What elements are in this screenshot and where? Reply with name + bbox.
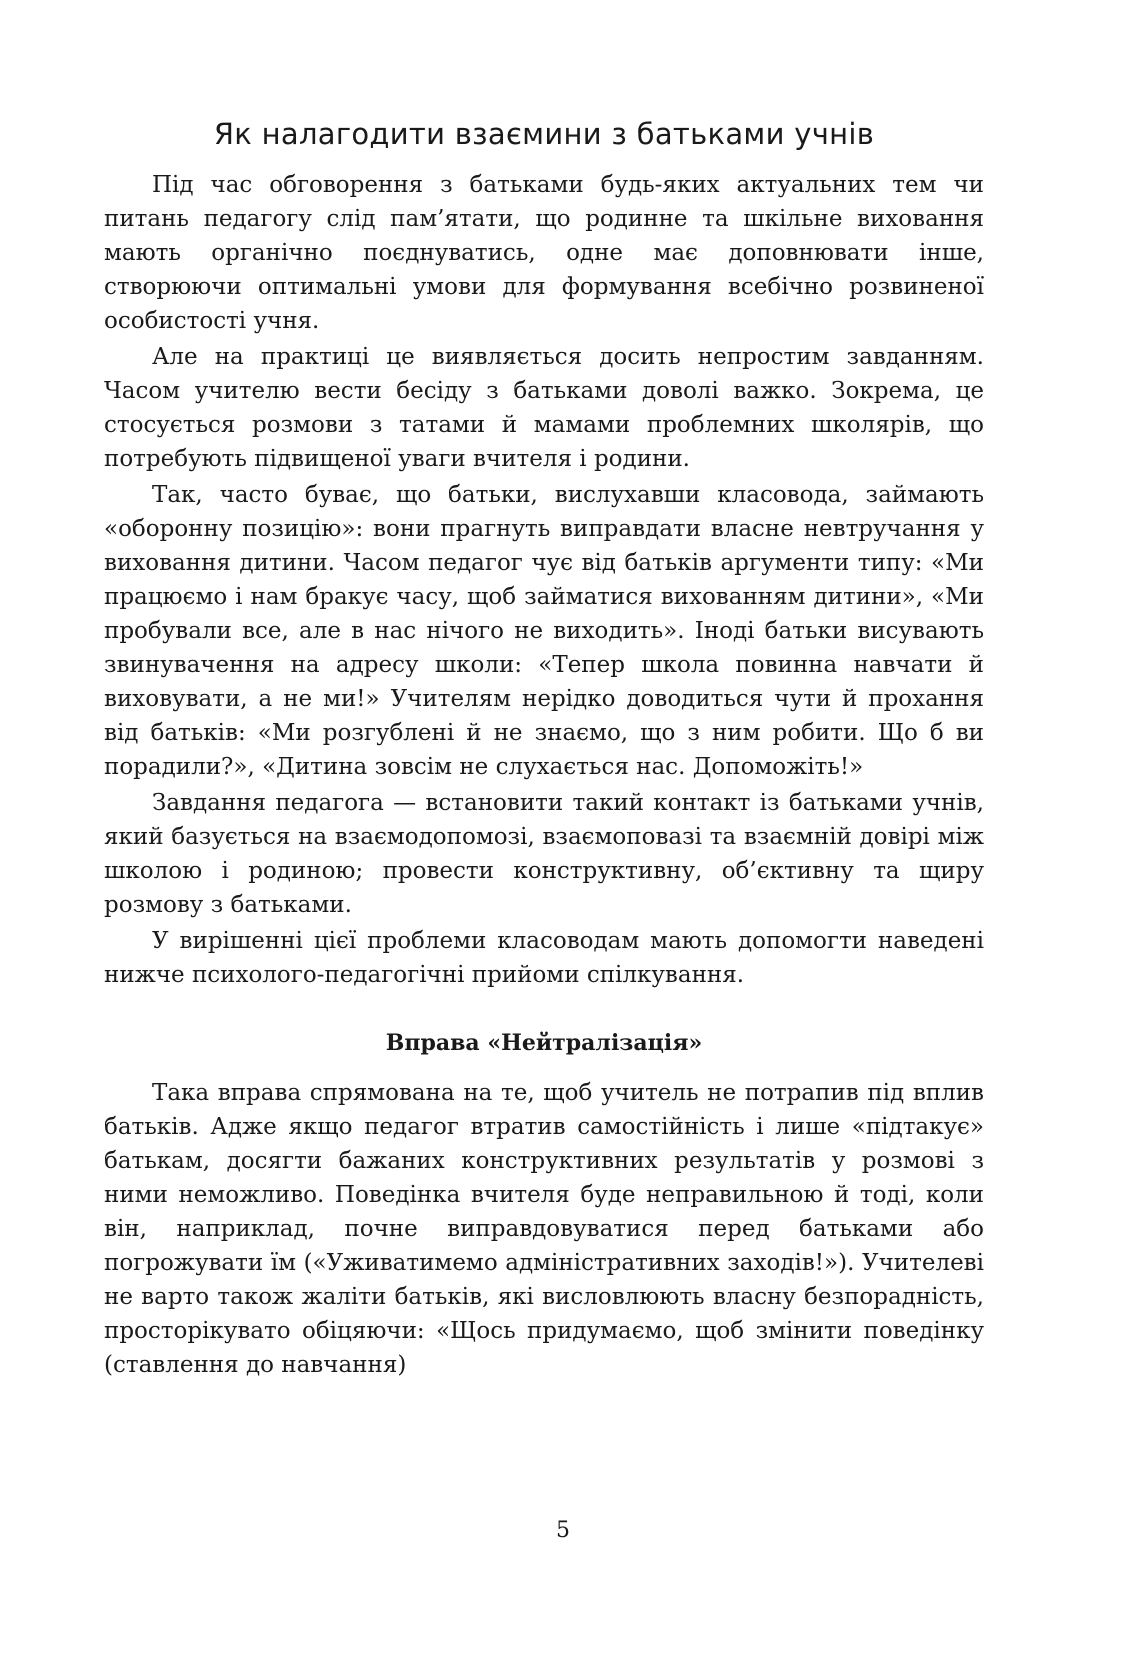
paragraph-techniques: У вирішенні цієї проблеми класоводам мають допомогти наведені нижче психолого-педагогічні прийоми спілкування. xyxy=(104,928,984,988)
paragraph-practice: Але на практиці це виявляється досить непростим завданням. Часом учителю вести бесіду з батьками доволі важко. Зокрема, це стосується розмови з татами й мамами проблемних школярів, що потребують підвищеної уваги вчителя і родини. xyxy=(104,344,984,472)
paragraph-parents-position: Так, часто буває, що батьки, вислухавши класовода, займають «оборонну позицію»: вони прагнуть виправдати власне невтручання у виховання дитини. Часом педагог чує від батьків аргументи типу: «Ми працюємо і нам бракує часу, щоб займатися вихованням дитини», «Ми пробували все, але в нас нічого не виходить». Іноді батьки висувають звинувачення на адресу школи: «Тепер школа повинна навчати й виховувати, а не ми!» Учителям нерідко доводиться чути й прохання від батьків: «Ми розгублені й не знаємо, що з ним робити. Що б ви порадили?», «Дитина зовсім не слухається нас. Допоможіть!» xyxy=(104,482,984,780)
page-number: 5 xyxy=(556,1518,570,1543)
page-title: Як налагодити взаємини з батьками учнів xyxy=(213,117,875,151)
section-heading: Вправа «Нейтралізація» xyxy=(385,1030,703,1056)
paragraph-exercise: Така вправа спрямована на те, щоб учитель не потрапив під вплив батьків. Адже якщо педагог втратив самостійність і лише «підтакує» батькам, досягти бажаних конструктивних результатів у розмові з ними неможливо. Поведінка вчителя буде неправильною й тоді, коли він, наприклад, почне виправдовуватися перед батьками або погрожувати їм («Уживатимемо адміністративних заходів!»). Учителеві не варто також жаліти батьків, які висловлюють власну безпорадність, просторікувато обіцяючи: «Щось придумаємо, щоб змінити поведінку (ставлення до навчання) xyxy=(104,1080,984,1378)
paragraph-teacher-task: Завдання педагога — встановити такий контакт із батьками учнів, який базується на взаємодопомозі, взаємоповазі та взаємній довірі між школою і родиною; провести конструктивну, об’єктивну та щиру розмову з батьками. xyxy=(104,790,984,918)
page-content xyxy=(104,112,984,1384)
paragraph-intro: Під час обговорення з батьками будь-яких актуальних тем чи питань педагогу слід пам’ятати, що родинне та шкільне виховання мають органічно поєднуватись, одне має доповнювати інше, створюючи оптимальні умови для формування всебічно розвиненої особистості учня. xyxy=(104,172,984,334)
